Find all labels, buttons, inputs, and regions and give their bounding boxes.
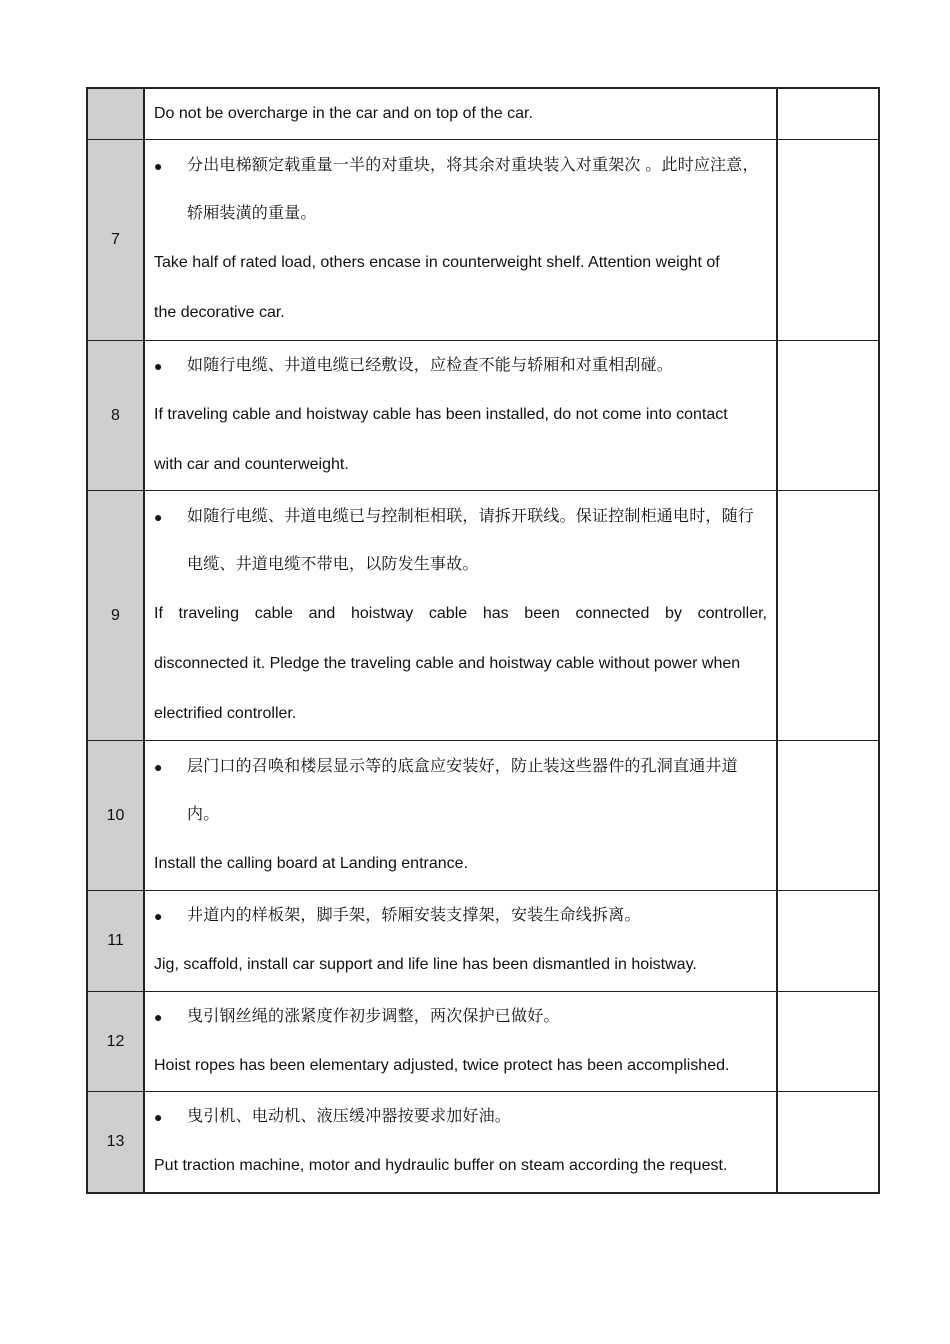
english-text: Do not be overcharge in the car and on top of the car. (154, 105, 533, 122)
chinese-text: 层门口的召唤和楼层显示等的底盒应安装好，防止装这些器件的孔洞直通井道 (187, 757, 738, 775)
check-cell[interactable] (777, 341, 879, 491)
table-row (87, 741, 879, 891)
chinese-text: 内。 (187, 805, 220, 823)
bullet-icon: ● (154, 508, 163, 525)
row-description (144, 491, 777, 741)
check-cell[interactable] (777, 1092, 879, 1193)
chinese-bullet-item (154, 142, 767, 238)
check-cell[interactable] (777, 741, 879, 891)
chinese-bullet-item (154, 342, 767, 390)
row-description (144, 88, 777, 140)
english-text: the decorative car. (154, 304, 285, 321)
table-row (87, 891, 879, 992)
row-number: 12 (87, 992, 144, 1092)
chinese-bullet-item (154, 892, 767, 940)
chinese-bullet-item (154, 493, 767, 589)
bullet-icon: ● (154, 158, 163, 174)
check-cell[interactable] (777, 140, 879, 341)
row-number: 8 (87, 341, 144, 491)
bullet-icon: ● (154, 1008, 163, 1025)
bullet-icon: ● (154, 357, 163, 374)
table-row (87, 140, 879, 341)
english-text: Put traction machine, motor and hydraulic buffer on steam according the request. (154, 1156, 728, 1174)
check-cell[interactable] (777, 88, 879, 140)
english-text: with car and counterweight. (154, 455, 349, 473)
bullet-icon: ● (154, 758, 163, 775)
chinese-bullet-item (154, 993, 767, 1041)
table-row (87, 341, 879, 491)
bullet-icon: ● (154, 1108, 163, 1125)
english-text: If traveling cable and hoistway cable has been connected by controller, (154, 604, 767, 622)
row-description (144, 140, 777, 341)
english-text: electrified controller. (154, 704, 297, 722)
chinese-bullet-item (154, 1093, 767, 1141)
row-description (144, 992, 777, 1092)
row-description (144, 741, 777, 891)
chinese-text: 曳引钢丝绳的涨紧度作初步调整，两次保护已做好。 (187, 1007, 560, 1025)
table-row (87, 1092, 879, 1193)
english-text: If traveling cable and hoistway cable has been installed, do not come into contact (154, 405, 728, 423)
row-number (87, 88, 144, 140)
table-row (87, 88, 879, 140)
installation-checklist-table (86, 87, 880, 1194)
table-row (87, 992, 879, 1092)
row-number: 10 (87, 741, 144, 891)
english-text: Hoist ropes has been elementary adjusted, twice protect has been accomplished. (154, 1056, 730, 1074)
row-description (144, 1092, 777, 1193)
check-cell[interactable] (777, 891, 879, 992)
chinese-bullet-item (154, 743, 767, 839)
english-text: disconnected it. Pledge the traveling cable and hoistway cable without power when (154, 654, 741, 672)
english-text: Install the calling board at Landing entrance. (154, 854, 468, 872)
chinese-text: 轿厢装潢的重量。 (187, 205, 317, 222)
row-description (144, 341, 777, 491)
row-number: 7 (87, 140, 144, 341)
chinese-text: 曳引机、电动机、液压缓冲器按要求加好油。 (187, 1107, 512, 1125)
check-cell[interactable] (777, 491, 879, 741)
check-cell[interactable] (777, 992, 879, 1092)
table-row (87, 491, 879, 741)
english-text: Jig, scaffold, install car support and life line has been dismantled in hoistway. (154, 956, 697, 973)
english-text: Take half of rated load, others encase in counterweight shelf. Attention weight of (154, 254, 720, 271)
row-description (144, 891, 777, 992)
row-number: 13 (87, 1092, 144, 1193)
chinese-text: 电缆、井道电缆不带电，以防发生事故。 (187, 555, 479, 573)
row-number: 9 (87, 491, 144, 741)
bullet-icon: ● (154, 908, 163, 924)
chinese-text: 井道内的样板架，脚手架，轿厢安装支撑架，安装生命线拆离。 (187, 907, 641, 924)
chinese-text: 如随行电缆、井道电缆已与控制柜相联，请拆开联线。保证控制柜通电时，随行 (187, 507, 755, 525)
chinese-text: 如随行电缆、井道电缆已经敷设，应检查不能与轿厢和对重相刮碰。 (187, 356, 674, 374)
row-number: 11 (87, 891, 144, 992)
chinese-text: 分出电梯额定载重量一半的对重块，将其余对重块装入对重架次 。此时应注意， (187, 157, 759, 174)
